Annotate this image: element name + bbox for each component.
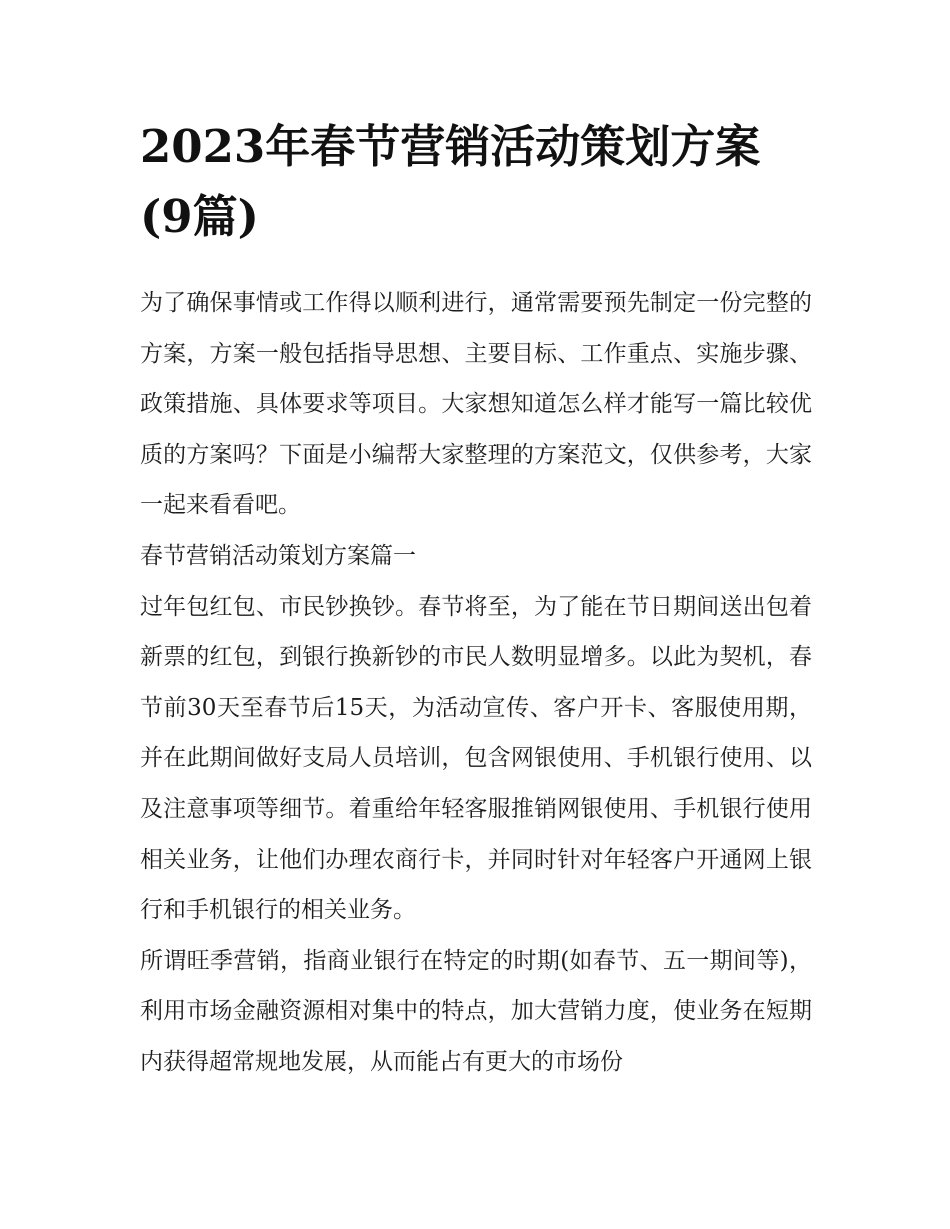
body-paragraph: 所谓旺季营销，指商业银行在特定的时期(如春节、五一期间等)，利用市场金融资源相对集中的特点，加大营销力度，使业务在短期内获得超常规地发展，从而能占有更大的市场份 bbox=[140, 947, 812, 1075]
body-paragraph: 过年包红包、市民钞换钞。春节将至，为了能在节日期间送出包着新票的红包，到银行换新钞的市民人数明显增多。以此为契机，春节前30天至春节后15天，为活动宣传、客户开卡、客服使用期，并在此期间做好支局人员培训，包含网银使用、手机银行使用、以及注意事项等细节。着重给年轻客服推销网银使用、手机银行使用相关业务，让他们办理农商行卡，并同时针对年轻客户开通网上银行和手机银行的相关业务。 bbox=[140, 593, 812, 924]
section-heading: 春节营销活动策划方案篇一 bbox=[140, 542, 416, 569]
intro-paragraph: 为了确保事情或工作得以顺利进行，通常需要预先制定一份完整的方案，方案一般包括指导思想、主要目标、工作重点、实施步骤、政策措施、具体要求等项目。大家想知道怎么样才能写一篇比较优质的方案吗？下面是小编帮大家整理的方案范文，仅供参考，大家一起来看看吧。 bbox=[140, 290, 812, 519]
document-title: 2023年春节营销活动策划方案(9篇) bbox=[140, 120, 761, 243]
document-body bbox=[140, 112, 812, 1088]
